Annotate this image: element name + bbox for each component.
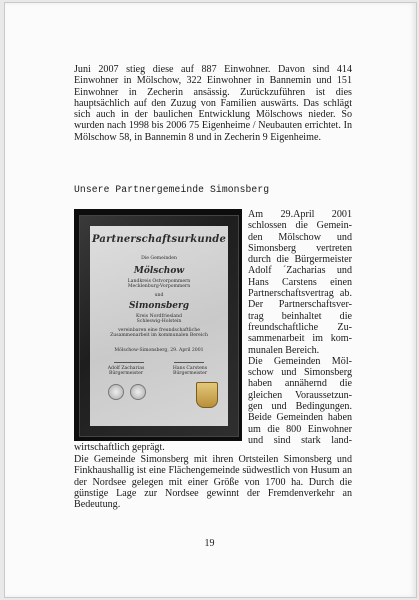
certificate-line: Mecklenburg-Vorpommern (127, 284, 191, 289)
text-line: Partnerschaftsvertrag ab. (248, 288, 352, 300)
text-line: Die Gemeinden Möl- (248, 355, 352, 367)
text-line: und sind stark land- (248, 434, 352, 446)
signature-name: Hans Carstens (172, 366, 208, 371)
paragraph-simonsberg: Die Gemeinde Simonsberg mit ihren Ortsteilen Simonsberg und Finkhaushallig ist eine Flächengemeinde südwestlich von Husum an der Nordsee gelegen mit einer Größe von 1700 ha. Durch die günstige Lage zur Nordsee gewinnt der Fremdenverkehr an Bedeutung. (74, 454, 352, 511)
certificate-photo (74, 209, 242, 441)
text-line: trag beinhaltet die (248, 310, 352, 322)
partnership-certificate (90, 226, 228, 426)
certificate-frame (79, 215, 239, 437)
certificate-name-moelschow: Mölschow (133, 266, 185, 276)
certificate-line: Die Gemeinden (141, 256, 177, 261)
text-line: gen und Bedingungen. (248, 401, 352, 413)
text-line: schow und Simonsberg (248, 367, 352, 379)
text-line: den Mölschow und (248, 231, 352, 243)
text-line: sammenarbeit im kom- (248, 333, 352, 345)
certificate-line: Landkreis Ostvorpommern (127, 279, 191, 284)
partnership-text (248, 209, 352, 446)
certificate-line: Zusammenarbeit im kommunalen Bereich (110, 333, 208, 338)
signature-role: Bürgermeister (172, 371, 208, 376)
signature-stroke (114, 362, 144, 363)
certificate-name-simonsberg: Simonsberg (128, 301, 190, 311)
text-line: haben annähernd die (248, 378, 352, 390)
certificate-line: Schleswig-Holstein (136, 319, 182, 324)
paragraph-population: Juni 2007 stieg diese auf 887 Einwohner. Davon sind 414 Einwohner in Mölschow, 322 Einwohner in Bannemin und 151 Einwohner in Zecherin ansässig. Zurückzuführen ist dies hauptsächlich auf den Zuzug von Familien auswärts. Das schlägt sich auch in der baulichen Entwicklung Mölschows nieder. So wurden nach 1998 bis 2006 75 Eigenheime / Neubauten errichtet. In Mölschow 58, in Bannemin 8 und in Zecherin 9 Eigenheime. (74, 64, 352, 143)
signature-stroke (174, 362, 204, 363)
text-line: um die 800 Einwohner (248, 423, 352, 435)
certificate-line: und (154, 293, 164, 298)
text-line: Simonsberg vertreten (248, 242, 352, 254)
certificate-date: Mölschow-Simonsberg, 29. April 2001 (114, 348, 204, 353)
seal-icon (108, 384, 124, 400)
text-line: freundschaftliche Zu- (248, 321, 352, 333)
text-line: Hans Carstens einen (248, 276, 352, 288)
text-line: Adolf ´Zacharias und (248, 265, 352, 277)
continuation-line: wirtschaftlich geprägt. (74, 442, 165, 453)
text-line: durch die Bürgermeister (248, 254, 352, 266)
certificate-line: vereinbaren eine freundschaftliche (118, 328, 200, 333)
seal-icon (130, 384, 146, 400)
section-heading: Unsere Partnergemeinde Simonsberg (74, 184, 270, 195)
page-number: 19 (204, 538, 215, 549)
coat-of-arms-icon (196, 382, 218, 408)
text-line: Am 29.April 2001 (248, 209, 352, 220)
signature-name: Adolf Zacharias (107, 366, 145, 371)
text-line: munalen Bereich. (248, 344, 320, 356)
signature-role: Bürgermeister (108, 371, 144, 376)
text-line: Der Partnerschaftsver- (248, 299, 352, 311)
certificate-title: Partnerschaftsurkunde (91, 234, 227, 245)
text-line: Beide Gemeinden haben (248, 412, 352, 424)
certificate-line: Kreis Nordfriesland (135, 314, 183, 319)
text-line: schlossen die Gemein- (248, 220, 352, 232)
text-line: gleichen Voraussetzun- (248, 389, 352, 401)
